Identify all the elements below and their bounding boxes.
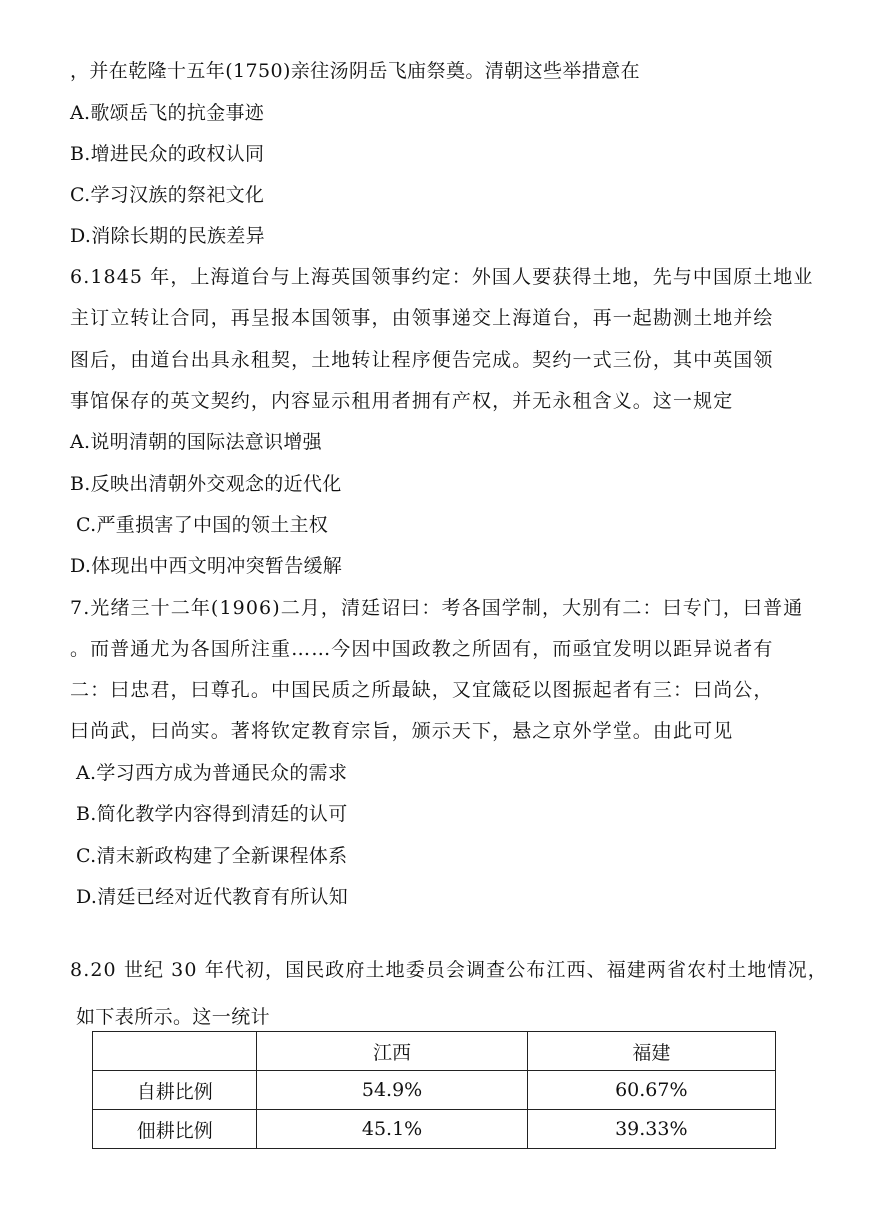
table-row [93,1110,776,1149]
table-row-label: 佃耕比例 [93,1110,257,1149]
table-cell: 45.1% [257,1110,527,1149]
q7-stem-line-4: 曰尚武，曰尚实。著将钦定教育宗旨，颁示天下，悬之京外学堂。由此可见 [70,720,734,742]
q8-stem-line-2: 如下表所示。这一统计 [76,1006,271,1028]
table-header-cell: 福建 [527,1032,775,1071]
table-header-cell [93,1032,257,1071]
q5-stem-continuation: ，并在乾隆十五年(1750)亲往汤阴岳飞庙祭奠。清朝这些举措意在 [70,60,640,82]
table-header-cell: 江西 [257,1032,527,1071]
table-cell: 39.33% [527,1110,775,1149]
q5-option-b: B.增进民众的政权认同 [70,143,265,165]
q6-option-b: B.反映出清朝外交观念的近代化 [70,473,342,495]
table-cell: 54.9% [257,1071,527,1110]
q7-stem-line-1: 7.光绪三十二年(1906)二月，清廷诏曰：考各国学制，大别有二：曰专门，曰普通 [70,597,804,619]
table-cell: 60.67% [527,1071,775,1110]
q5-option-a: A.歌颂岳飞的抗金事迹 [70,102,265,124]
table-row [93,1071,776,1110]
q7-option-c: C.清末新政构建了全新课程体系 [76,845,348,867]
q7-option-d: D.清廷已经对近代教育有所认知 [76,886,349,908]
q5-option-d: D.消除长期的民族差异 [70,225,265,247]
q6-option-a: A.说明清朝的国际法意识增强 [70,431,322,453]
land-statistics-table [92,1031,776,1149]
q8-stem-line-1: 8.20 世纪 30 年代初，国民政府土地委员会调查公布江西、福建两省农村土地情况， [70,959,828,981]
q6-stem-line-2: 主订立转让合同，再呈报本国领事，由领事递交上海道台，再一起勘测土地并绘 [70,307,774,329]
q7-option-b: B.简化教学内容得到清廷的认可 [76,803,348,825]
q7-stem-line-3: 二：曰忠君，曰尊孔。中国民质之所最缺，又宜箴砭以图振起者有三：曰尚公， [70,679,774,701]
q6-stem-line-1: 6.1845 年，上海道台与上海英国领事约定：外国人要获得土地，先与中国原土地业 [70,266,814,288]
q6-stem-line-3: 图后，由道台出具永租契，土地转让程序便告完成。契约一式三份，其中英国领 [70,349,774,371]
q7-option-a: A.学习西方成为普通民众的需求 [76,762,348,784]
q7-stem-line-2: 。而普通尤为各国所注重……今因中国政教之所固有，而亟宜发明以距异说者有 [70,638,774,660]
q6-stem-line-4: 事馆保存的英文契约，内容显示租用者拥有产权，并无永租含义。这一规定 [70,390,734,412]
q5-option-c: C.学习汉族的祭祀文化 [70,184,265,206]
table-header-row [93,1032,776,1071]
q6-option-d: D.体现出中西文明冲突暂告缓解 [70,555,343,577]
q6-option-c: C.严重损害了中国的领土主权 [76,514,329,536]
table-row-label: 自耕比例 [93,1071,257,1110]
